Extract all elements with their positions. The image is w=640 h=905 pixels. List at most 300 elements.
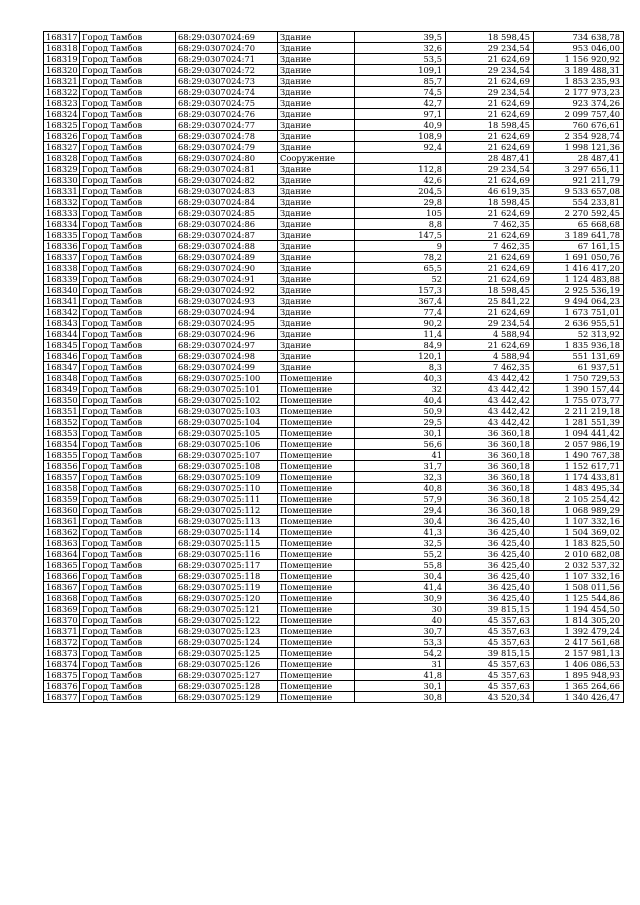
municipality-cell: Город Тамбов [80, 296, 176, 307]
cadastral-value-cell: 1 340 426,47 [534, 692, 624, 703]
table-row [44, 164, 624, 175]
area-cell: 78,2 [355, 252, 446, 263]
object-type-cell: Здание [278, 197, 355, 208]
table-row [44, 494, 624, 505]
cadastral-value-cell: 1 508 011,56 [534, 582, 624, 593]
cadastral-value-cell: 1 483 495,34 [534, 483, 624, 494]
cadastral-number-cell: 68:29:0307025:123 [176, 626, 278, 637]
specific-value-cell: 18 598,45 [446, 197, 534, 208]
table-row [44, 417, 624, 428]
cadastral-number-cell: 68:29:0307025:107 [176, 450, 278, 461]
cadastral-value-cell: 61 937,51 [534, 362, 624, 373]
cadastral-value-cell: 65 668,68 [534, 219, 624, 230]
row-number-cell: 168369 [44, 604, 80, 615]
object-type-cell: Здание [278, 285, 355, 296]
specific-value-cell: 7 462,35 [446, 241, 534, 252]
area-cell: 32,5 [355, 538, 446, 549]
specific-value-cell: 36 425,40 [446, 538, 534, 549]
specific-value-cell: 21 624,69 [446, 230, 534, 241]
area-cell: 30,4 [355, 516, 446, 527]
specific-value-cell: 45 357,63 [446, 615, 534, 626]
area-cell: 31,7 [355, 461, 446, 472]
specific-value-cell: 29 234,54 [446, 43, 534, 54]
object-type-cell: Помещение [278, 406, 355, 417]
municipality-cell: Город Тамбов [80, 76, 176, 87]
object-type-cell: Здание [278, 307, 355, 318]
cadastral-number-cell: 68:29:0307024:91 [176, 274, 278, 285]
area-cell: 84,9 [355, 340, 446, 351]
cadastral-value-cell: 2 099 757,40 [534, 109, 624, 120]
specific-value-cell: 36 360,18 [446, 505, 534, 516]
specific-value-cell: 21 624,69 [446, 208, 534, 219]
cadastral-number-cell: 68:29:0307025:128 [176, 681, 278, 692]
row-number-cell: 168355 [44, 450, 80, 461]
cadastral-value-cell: 1 183 825,50 [534, 538, 624, 549]
table-row [44, 197, 624, 208]
municipality-cell: Город Тамбов [80, 648, 176, 659]
area-cell: 30,4 [355, 571, 446, 582]
municipality-cell: Город Тамбов [80, 241, 176, 252]
municipality-cell: Город Тамбов [80, 175, 176, 186]
municipality-cell: Город Тамбов [80, 208, 176, 219]
cadastral-number-cell: 68:29:0307024:95 [176, 318, 278, 329]
cadastral-value-cell: 1 406 086,53 [534, 659, 624, 670]
cadastral-number-cell: 68:29:0307024:76 [176, 109, 278, 120]
table-row [44, 483, 624, 494]
table-row [44, 241, 624, 252]
row-number-cell: 168338 [44, 263, 80, 274]
row-number-cell: 168330 [44, 175, 80, 186]
specific-value-cell: 43 520,34 [446, 692, 534, 703]
cadastral-value-cell: 2 032 537,32 [534, 560, 624, 571]
table-row [44, 593, 624, 604]
cadastral-number-cell: 68:29:0307024:85 [176, 208, 278, 219]
area-cell: 97,1 [355, 109, 446, 120]
cadastral-value-cell: 554 233,81 [534, 197, 624, 208]
table-row [44, 648, 624, 659]
area-cell: 8,3 [355, 362, 446, 373]
cadastral-number-cell: 68:29:0307024:99 [176, 362, 278, 373]
cadastral-value-cell: 1 755 073,77 [534, 395, 624, 406]
object-type-cell: Помещение [278, 582, 355, 593]
municipality-cell: Город Тамбов [80, 252, 176, 263]
row-number-cell: 168372 [44, 637, 80, 648]
cadastral-number-cell: 68:29:0307025:116 [176, 549, 278, 560]
specific-value-cell: 4 588,94 [446, 351, 534, 362]
area-cell: 204,5 [355, 186, 446, 197]
object-type-cell: Здание [278, 219, 355, 230]
cadastral-number-cell: 68:29:0307025:106 [176, 439, 278, 450]
table-row [44, 516, 624, 527]
cadastral-number-cell: 68:29:0307025:129 [176, 692, 278, 703]
row-number-cell: 168322 [44, 87, 80, 98]
cadastral-number-cell: 68:29:0307024:97 [176, 340, 278, 351]
area-cell: 30,8 [355, 692, 446, 703]
object-type-cell: Помещение [278, 494, 355, 505]
cadastral-value-cell: 1 750 729,53 [534, 373, 624, 384]
object-type-cell: Здание [278, 362, 355, 373]
municipality-cell: Город Тамбов [80, 274, 176, 285]
table-row [44, 428, 624, 439]
cadastral-value-cell: 734 638,78 [534, 32, 624, 43]
municipality-cell: Город Тамбов [80, 373, 176, 384]
object-type-cell: Помещение [278, 549, 355, 560]
object-type-cell: Помещение [278, 384, 355, 395]
municipality-cell: Город Тамбов [80, 109, 176, 120]
area-cell: 39,5 [355, 32, 446, 43]
table-row [44, 98, 624, 109]
area-cell: 32 [355, 384, 446, 395]
municipality-cell: Город Тамбов [80, 549, 176, 560]
area-cell: 29,8 [355, 197, 446, 208]
row-number-cell: 168353 [44, 428, 80, 439]
cadastral-value-cell: 2 010 682,08 [534, 549, 624, 560]
cadastral-number-cell: 68:29:0307024:84 [176, 197, 278, 208]
area-cell: 55,8 [355, 560, 446, 571]
municipality-cell: Город Тамбов [80, 615, 176, 626]
area-cell: 120,1 [355, 351, 446, 362]
table-row [44, 131, 624, 142]
table-row [44, 439, 624, 450]
row-number-cell: 168326 [44, 131, 80, 142]
row-number-cell: 168325 [44, 120, 80, 131]
area-cell: 40,9 [355, 120, 446, 131]
cadastral-value-cell: 67 161,15 [534, 241, 624, 252]
municipality-cell: Город Тамбов [80, 428, 176, 439]
cadastral-number-cell: 68:29:0307024:83 [176, 186, 278, 197]
table-row [44, 527, 624, 538]
cadastral-number-cell: 68:29:0307024:80 [176, 153, 278, 164]
area-cell: 90,2 [355, 318, 446, 329]
cadastral-value-cell: 1 895 948,93 [534, 670, 624, 681]
cadastral-number-cell: 68:29:0307024:94 [176, 307, 278, 318]
area-cell: 41,4 [355, 582, 446, 593]
row-number-cell: 168370 [44, 615, 80, 626]
row-number-cell: 168344 [44, 329, 80, 340]
municipality-cell: Город Тамбов [80, 593, 176, 604]
cadastral-value-cell: 953 046,00 [534, 43, 624, 54]
row-number-cell: 168359 [44, 494, 80, 505]
table-row [44, 604, 624, 615]
object-type-cell: Сооружение [278, 153, 355, 164]
specific-value-cell: 36 360,18 [446, 439, 534, 450]
cadastral-value-cell: 1 504 369,02 [534, 527, 624, 538]
municipality-cell: Город Тамбов [80, 87, 176, 98]
object-type-cell: Здание [278, 252, 355, 263]
municipality-cell: Город Тамбов [80, 670, 176, 681]
table-row [44, 263, 624, 274]
municipality-cell: Город Тамбов [80, 659, 176, 670]
object-type-cell: Здание [278, 296, 355, 307]
specific-value-cell: 45 357,63 [446, 670, 534, 681]
cadastral-number-cell: 68:29:0307024:86 [176, 219, 278, 230]
object-type-cell: Помещение [278, 571, 355, 582]
area-cell [355, 153, 446, 164]
row-number-cell: 168333 [44, 208, 80, 219]
object-type-cell: Здание [278, 164, 355, 175]
cadastral-value-cell: 2 354 928,74 [534, 131, 624, 142]
cadastral-number-cell: 68:29:0307025:125 [176, 648, 278, 659]
municipality-cell: Город Тамбов [80, 494, 176, 505]
specific-value-cell: 18 598,45 [446, 32, 534, 43]
specific-value-cell: 4 588,94 [446, 329, 534, 340]
object-type-cell: Здание [278, 87, 355, 98]
cadastral-value-cell: 2 270 592,45 [534, 208, 624, 219]
cadastral-value-cell: 551 131,69 [534, 351, 624, 362]
cadastral-value-cell: 1 068 989,29 [534, 505, 624, 516]
row-number-cell: 168367 [44, 582, 80, 593]
cadastral-number-cell: 68:29:0307025:121 [176, 604, 278, 615]
municipality-cell: Город Тамбов [80, 131, 176, 142]
area-cell: 56,6 [355, 439, 446, 450]
specific-value-cell: 21 624,69 [446, 274, 534, 285]
municipality-cell: Город Тамбов [80, 186, 176, 197]
cadastral-value-table [43, 31, 624, 703]
specific-value-cell: 28 487,41 [446, 153, 534, 164]
cadastral-number-cell: 68:29:0307025:120 [176, 593, 278, 604]
object-type-cell: Помещение [278, 505, 355, 516]
object-type-cell: Помещение [278, 538, 355, 549]
cadastral-number-cell: 68:29:0307024:81 [176, 164, 278, 175]
area-cell: 30 [355, 604, 446, 615]
object-type-cell: Помещение [278, 417, 355, 428]
row-number-cell: 168335 [44, 230, 80, 241]
cadastral-number-cell: 68:29:0307024:72 [176, 65, 278, 76]
specific-value-cell: 46 619,35 [446, 186, 534, 197]
municipality-cell: Город Тамбов [80, 483, 176, 494]
cadastral-number-cell: 68:29:0307024:69 [176, 32, 278, 43]
municipality-cell: Город Тамбов [80, 142, 176, 153]
specific-value-cell: 25 841,22 [446, 296, 534, 307]
specific-value-cell: 21 624,69 [446, 109, 534, 120]
table-row [44, 219, 624, 230]
cadastral-number-cell: 68:29:0307024:93 [176, 296, 278, 307]
row-number-cell: 168347 [44, 362, 80, 373]
cadastral-value-cell: 1 107 332,16 [534, 516, 624, 527]
specific-value-cell: 21 624,69 [446, 54, 534, 65]
specific-value-cell: 29 234,54 [446, 318, 534, 329]
area-cell: 54,2 [355, 648, 446, 659]
specific-value-cell: 45 357,63 [446, 659, 534, 670]
cadastral-number-cell: 68:29:0307024:89 [176, 252, 278, 263]
row-number-cell: 168371 [44, 626, 80, 637]
cadastral-number-cell: 68:29:0307024:90 [176, 263, 278, 274]
municipality-cell: Город Тамбов [80, 98, 176, 109]
specific-value-cell: 18 598,45 [446, 120, 534, 131]
municipality-cell: Город Тамбов [80, 450, 176, 461]
cadastral-number-cell: 68:29:0307025:115 [176, 538, 278, 549]
area-cell: 31 [355, 659, 446, 670]
specific-value-cell: 21 624,69 [446, 307, 534, 318]
object-type-cell: Помещение [278, 593, 355, 604]
table-row [44, 549, 624, 560]
row-number-cell: 168364 [44, 549, 80, 560]
area-cell: 30,1 [355, 681, 446, 692]
object-type-cell: Помещение [278, 648, 355, 659]
object-type-cell: Здание [278, 65, 355, 76]
municipality-cell: Город Тамбов [80, 43, 176, 54]
row-number-cell: 168375 [44, 670, 80, 681]
cadastral-value-cell: 1 174 433,81 [534, 472, 624, 483]
row-number-cell: 168354 [44, 439, 80, 450]
cadastral-number-cell: 68:29:0307024:98 [176, 351, 278, 362]
object-type-cell: Помещение [278, 450, 355, 461]
cadastral-number-cell: 68:29:0307025:103 [176, 406, 278, 417]
row-number-cell: 168350 [44, 395, 80, 406]
table-row [44, 351, 624, 362]
object-type-cell: Помещение [278, 637, 355, 648]
area-cell: 105 [355, 208, 446, 219]
area-cell: 77,4 [355, 307, 446, 318]
cadastral-number-cell: 68:29:0307024:70 [176, 43, 278, 54]
row-number-cell: 168346 [44, 351, 80, 362]
table-row [44, 384, 624, 395]
row-number-cell: 168366 [44, 571, 80, 582]
table-row [44, 153, 624, 164]
municipality-cell: Город Тамбов [80, 362, 176, 373]
specific-value-cell: 21 624,69 [446, 98, 534, 109]
specific-value-cell: 39 815,15 [446, 604, 534, 615]
object-type-cell: Здание [278, 76, 355, 87]
table-row [44, 208, 624, 219]
cadastral-value-cell: 2 057 986,19 [534, 439, 624, 450]
table-row [44, 472, 624, 483]
object-type-cell: Помещение [278, 439, 355, 450]
cadastral-number-cell: 68:29:0307024:74 [176, 87, 278, 98]
row-number-cell: 168362 [44, 527, 80, 538]
cadastral-value-cell: 1 390 157,44 [534, 384, 624, 395]
object-type-cell: Здание [278, 175, 355, 186]
table-row [44, 65, 624, 76]
table-row [44, 450, 624, 461]
row-number-cell: 168361 [44, 516, 80, 527]
object-type-cell: Помещение [278, 626, 355, 637]
cadastral-number-cell: 68:29:0307024:92 [176, 285, 278, 296]
object-type-cell: Помещение [278, 483, 355, 494]
municipality-cell: Город Тамбов [80, 153, 176, 164]
area-cell: 52 [355, 274, 446, 285]
cadastral-number-cell: 68:29:0307024:82 [176, 175, 278, 186]
specific-value-cell: 29 234,54 [446, 65, 534, 76]
row-number-cell: 168332 [44, 197, 80, 208]
table-row [44, 307, 624, 318]
area-cell: 40,4 [355, 395, 446, 406]
row-number-cell: 168318 [44, 43, 80, 54]
object-type-cell: Здание [278, 329, 355, 340]
table-row [44, 54, 624, 65]
row-number-cell: 168357 [44, 472, 80, 483]
row-number-cell: 168331 [44, 186, 80, 197]
cadastral-value-cell: 9 533 657,08 [534, 186, 624, 197]
table-row [44, 340, 624, 351]
specific-value-cell: 21 624,69 [446, 175, 534, 186]
cadastral-value-cell: 3 189 641,78 [534, 230, 624, 241]
row-number-cell: 168327 [44, 142, 80, 153]
object-type-cell: Здание [278, 318, 355, 329]
area-cell: 9 [355, 241, 446, 252]
municipality-cell: Город Тамбов [80, 318, 176, 329]
object-type-cell: Помещение [278, 659, 355, 670]
specific-value-cell: 39 815,15 [446, 648, 534, 659]
row-number-cell: 168352 [44, 417, 80, 428]
table-row [44, 406, 624, 417]
specific-value-cell: 7 462,35 [446, 362, 534, 373]
cadastral-value-cell: 28 487,41 [534, 153, 624, 164]
object-type-cell: Здание [278, 274, 355, 285]
row-number-cell: 168360 [44, 505, 80, 516]
cadastral-number-cell: 68:29:0307024:78 [176, 131, 278, 142]
object-type-cell: Здание [278, 98, 355, 109]
row-number-cell: 168340 [44, 285, 80, 296]
cadastral-value-cell: 2 211 219,18 [534, 406, 624, 417]
cadastral-value-cell: 2 177 973,23 [534, 87, 624, 98]
row-number-cell: 168349 [44, 384, 80, 395]
object-type-cell: Помещение [278, 560, 355, 571]
table-row [44, 505, 624, 516]
municipality-cell: Город Тамбов [80, 527, 176, 538]
object-type-cell: Здание [278, 230, 355, 241]
row-number-cell: 168342 [44, 307, 80, 318]
municipality-cell: Город Тамбов [80, 461, 176, 472]
area-cell: 30,1 [355, 428, 446, 439]
row-number-cell: 168348 [44, 373, 80, 384]
cadastral-number-cell: 68:29:0307025:113 [176, 516, 278, 527]
area-cell: 29,5 [355, 417, 446, 428]
cadastral-number-cell: 68:29:0307024:73 [176, 76, 278, 87]
table-row [44, 670, 624, 681]
cadastral-number-cell: 68:29:0307025:104 [176, 417, 278, 428]
table-row [44, 560, 624, 571]
specific-value-cell: 36 425,40 [446, 549, 534, 560]
municipality-cell: Город Тамбов [80, 263, 176, 274]
area-cell: 11,4 [355, 329, 446, 340]
table-row [44, 373, 624, 384]
cadastral-value-cell: 1 124 483,88 [534, 274, 624, 285]
area-cell: 74,5 [355, 87, 446, 98]
specific-value-cell: 36 360,18 [446, 450, 534, 461]
specific-value-cell: 18 598,45 [446, 285, 534, 296]
table-row [44, 538, 624, 549]
specific-value-cell: 36 360,18 [446, 494, 534, 505]
municipality-cell: Город Тамбов [80, 285, 176, 296]
object-type-cell: Помещение [278, 615, 355, 626]
area-cell: 109,1 [355, 65, 446, 76]
row-number-cell: 168341 [44, 296, 80, 307]
municipality-cell: Город Тамбов [80, 472, 176, 483]
municipality-cell: Город Тамбов [80, 439, 176, 450]
municipality-cell: Город Тамбов [80, 516, 176, 527]
cadastral-value-cell: 2 925 536,19 [534, 285, 624, 296]
table-row [44, 615, 624, 626]
object-type-cell: Помещение [278, 604, 355, 615]
cadastral-number-cell: 68:29:0307025:127 [176, 670, 278, 681]
cadastral-number-cell: 68:29:0307025:124 [176, 637, 278, 648]
specific-value-cell: 36 425,40 [446, 593, 534, 604]
cadastral-value-cell: 1 835 936,18 [534, 340, 624, 351]
table-row [44, 571, 624, 582]
object-type-cell: Здание [278, 54, 355, 65]
municipality-cell: Город Тамбов [80, 395, 176, 406]
specific-value-cell: 21 624,69 [446, 142, 534, 153]
specific-value-cell: 7 462,35 [446, 219, 534, 230]
municipality-cell: Город Тамбов [80, 505, 176, 516]
cadastral-value-cell: 1 814 305,20 [534, 615, 624, 626]
municipality-cell: Город Тамбов [80, 329, 176, 340]
cadastral-number-cell: 68:29:0307024:87 [176, 230, 278, 241]
cadastral-number-cell: 68:29:0307025:102 [176, 395, 278, 406]
specific-value-cell: 29 234,54 [446, 164, 534, 175]
row-number-cell: 168319 [44, 54, 80, 65]
